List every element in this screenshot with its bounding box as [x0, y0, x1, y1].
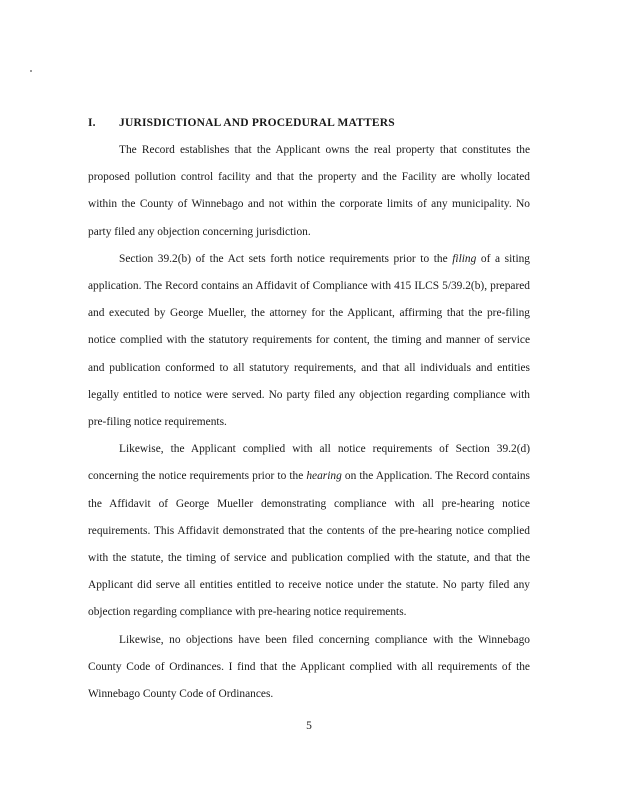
- page-number: 5: [306, 720, 312, 732]
- section-heading: [88, 117, 395, 129]
- section-title: JURISDICTIONAL AND PROCEDURAL MATTERS: [119, 117, 395, 129]
- scan-speck: [30, 70, 32, 72]
- paragraph-jurisdiction: [88, 137, 530, 246]
- italic-term: hearing: [306, 470, 342, 483]
- paragraph-text: Section 39.2(b) of the Act sets forth notice requirements prior to the: [119, 252, 453, 265]
- italic-term: filing: [452, 252, 477, 265]
- document-body: [88, 137, 530, 708]
- paragraph-text: Likewise, no objections have been filed concerning compliance with the Winnebago County Code of Ordinances. I find that the Applicant complied with all requirements of the Winnebago County Code of Ordinances.: [88, 633, 530, 701]
- paragraph-text: Likewise, the Applicant complied with all notice requirements of Section 39.2(d) concerning the notice requirements prior to the: [88, 443, 530, 483]
- paragraph-text: on the Application. The Record contains the Affidavit of George Mueller demonstrating compliance with all pre-hearing notice requirements. This Affidavit demonstrated that the contents of the pre-hearing notice complied with the statute, the timing of service and publication complied with the statute, and that the Applicant did serve all entities entitled to receive notice under the statute. No party filed any objection regarding compliance with pre-hearing notice requirements.: [88, 470, 530, 619]
- paragraph-text: of a siting application. The Record contains an Affidavit of Compliance with 415 ILCS 5/39.2(b), prepared and executed by George Mueller, the attorney for the Applicant, affirming that the pre-filing notice complied with the statutory requirements for content, the timing and manner of service and publication conformed to all statutory requirements, and that all individuals and entities legally entitled to notice were served. No party filed any objection regarding compliance with pre-filing notice requirements.: [88, 252, 530, 429]
- paragraph-prehearing-notice: [88, 436, 530, 626]
- paragraph-prefiling-notice: [88, 246, 530, 436]
- section-number: I.: [88, 117, 96, 129]
- paragraph-county-ordinances: [88, 627, 530, 709]
- paragraph-text: The Record establishes that the Applicant owns the real property that constitutes the proposed pollution control facility and that the property and the Facility are wholly located within the County of Winnebago and not within the corporate limits of any municipality. No party filed any objection concerning jurisdiction.: [88, 144, 530, 238]
